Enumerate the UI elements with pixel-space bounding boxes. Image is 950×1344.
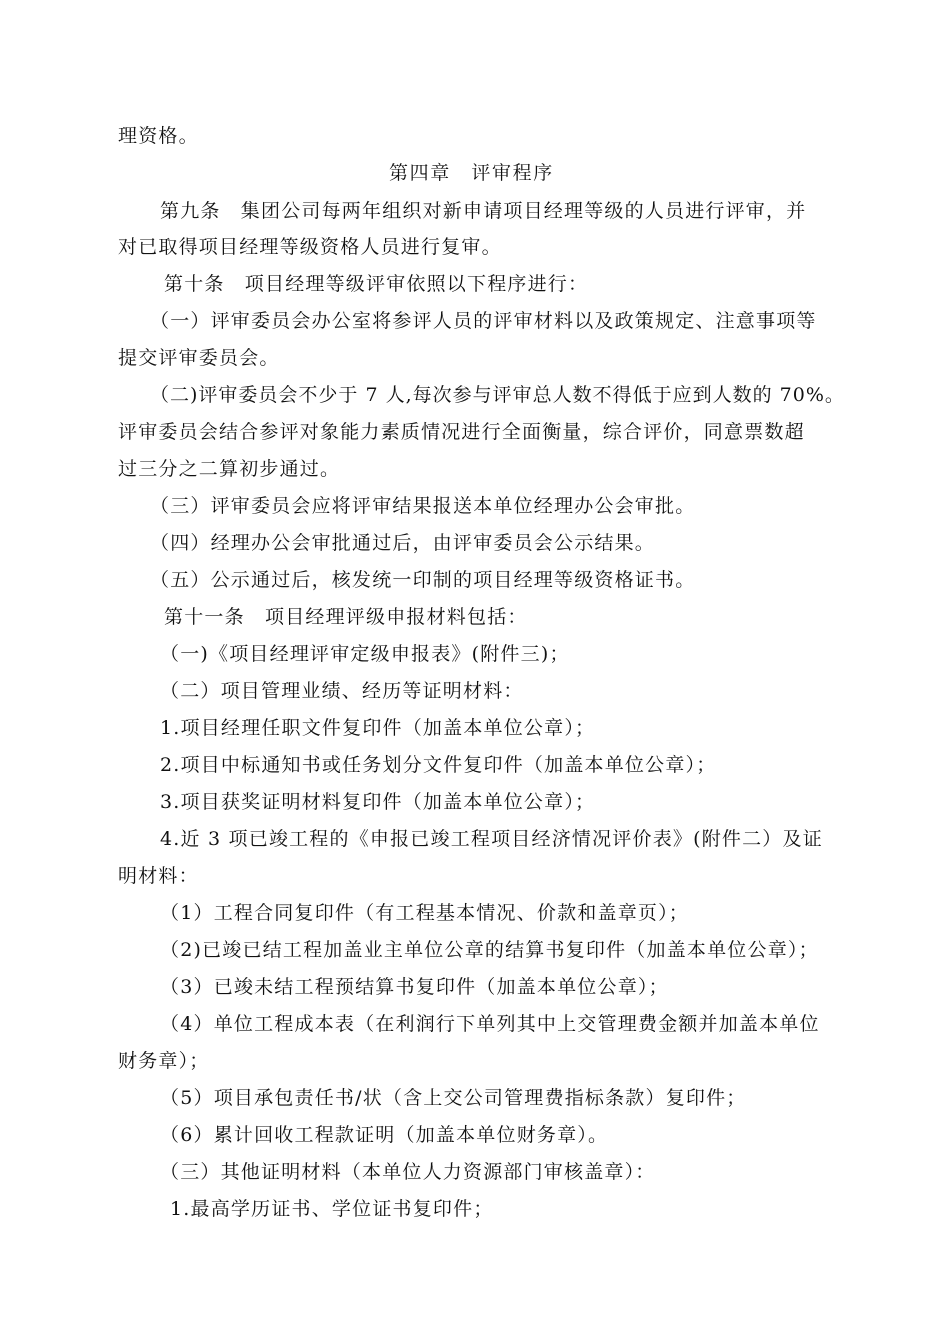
article-10-item-5: （五）公示通过后，核发统一印制的项目经理等级资格证书。 <box>150 569 696 591</box>
article-10-item-2-line-2: 评审委员会结合参评对象能力素质情况进行全面衡量，综合评价，同意票数超 <box>118 421 805 443</box>
article-10-item-2-line-1: （二)评审委员会不少于 7 人,每次参与评审总人数不得低于应到人数的 70%。 <box>150 384 845 406</box>
article-9-line-2: 对已取得项目经理等级资格人员进行复审。 <box>118 236 502 258</box>
article-11-point-5: （5）项目承包责任书/状（含上交公司管理费指标条款）复印件； <box>160 1087 747 1109</box>
article-11-sub-1: 1.项目经理任职文件复印件（加盖本单位公章）； <box>160 717 596 739</box>
paragraph-intro-tail: 理资格。 <box>118 125 199 147</box>
article-10-heading: 第十条 项目经理等级评审依照以下程序进行： <box>164 273 589 295</box>
article-11-item-1: （一)《项目经理评审定级申报表》(附件三)； <box>160 643 570 665</box>
article-11-sub-4-line-1: 4.近 3 项已竣工程的《申报已竣工程项目经济情况评价表》(附件二）及证 <box>160 828 823 850</box>
article-11-point-3: （3）已竣未结工程预结算书复印件（加盖本单位公章）； <box>160 976 669 998</box>
article-11-sub-4-line-2: 明材料： <box>118 865 199 887</box>
article-10-item-1-line-1: （一）评审委员会办公室将参评人员的评审材料以及政策规定、注意事项等 <box>150 310 817 332</box>
article-11-item-2: （二）项目管理业绩、经历等证明材料： <box>160 680 524 702</box>
chapter-title: 第四章 评审程序 <box>389 162 554 184</box>
article-11-point-4-line-2: 财务章）； <box>118 1050 210 1072</box>
article-11-point-6: （6）累计回收工程款证明（加盖本单位财务章）。 <box>160 1124 609 1146</box>
article-11-item-3: （三）其他证明材料（本单位人力资源部门审核盖章）： <box>160 1161 656 1183</box>
article-10-item-4: （四）经理办公会审批通过后，由评审委员会公示结果。 <box>150 532 656 554</box>
article-10-item-1-line-2: 提交评审委员会。 <box>118 347 280 369</box>
article-11-sub-3: 3.项目获奖证明材料复印件（加盖本单位公章）； <box>160 791 596 813</box>
article-11-point-4-line-1: （4）单位工程成本表（在利润行下单列其中上交管理费金额并加盖本单位 <box>160 1013 820 1035</box>
article-10-item-3: （三）评审委员会应将评审结果报送本单位经理办公会审批。 <box>150 495 696 517</box>
article-10-item-2-line-3: 过三分之二算初步通过。 <box>118 458 341 480</box>
article-11-sub-2: 2.项目中标通知书或任务划分文件复印件（加盖本单位公章）； <box>160 754 717 776</box>
article-11-point-1: （1）工程合同复印件（有工程基本情况、价款和盖章页）； <box>160 902 689 924</box>
article-11-point-2: （2)已竣已结工程加盖业主单位公章的结算书复印件（加盖本单位公章）； <box>160 939 819 961</box>
article-11-other-1: 1.最高学历证书、学位证书复印件； <box>170 1198 494 1220</box>
article-11-heading: 第十一条 项目经理评级申报材料包括： <box>164 606 528 628</box>
article-9-line-1: 第九条 集团公司每两年组织对新申请项目经理等级的人员进行评审，并 <box>160 200 807 222</box>
